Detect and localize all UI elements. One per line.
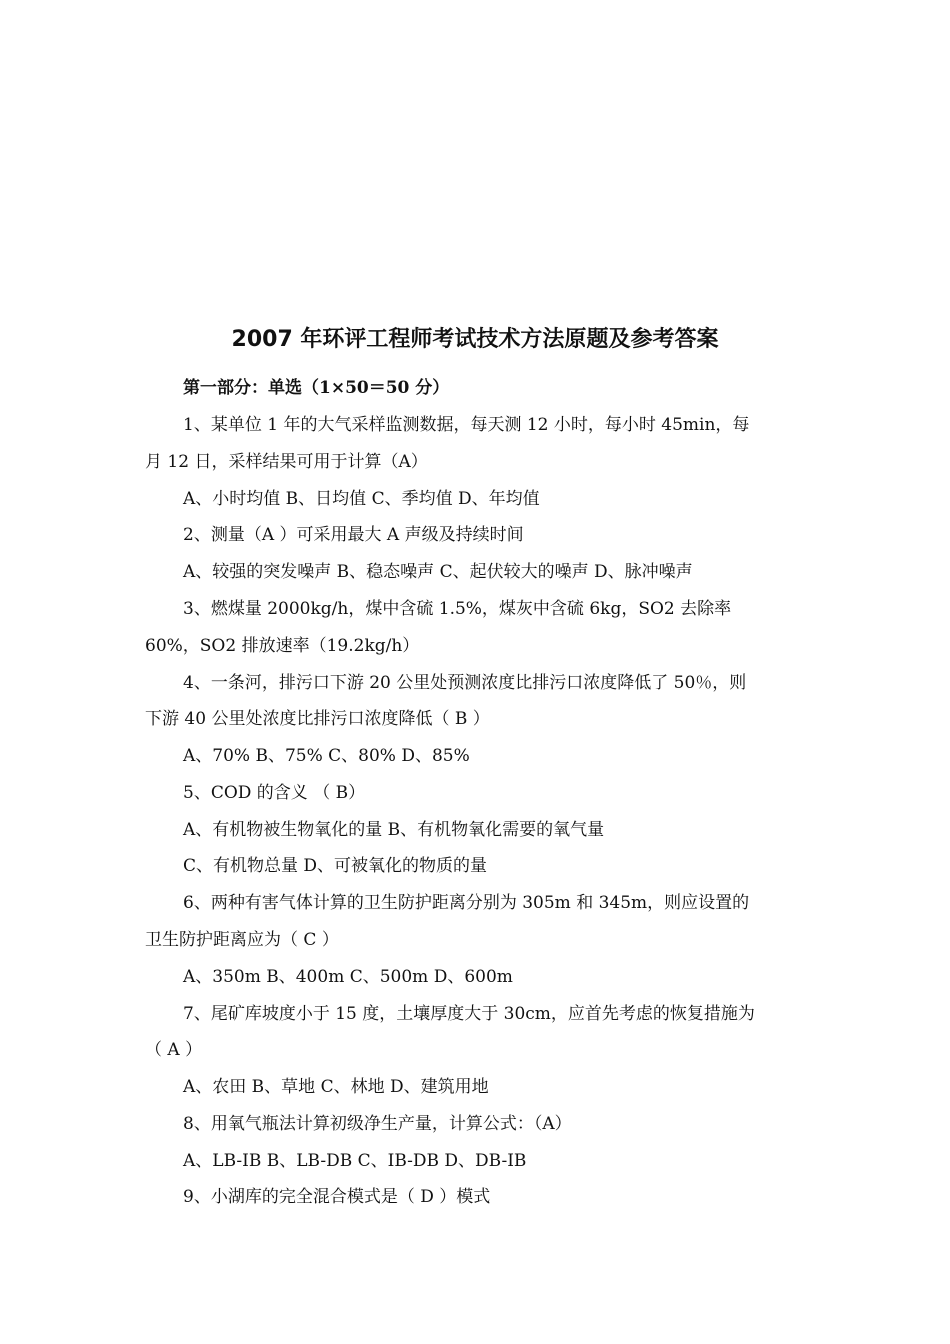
- document-title: 2007 年环评工程师考试技术方法原题及参考答案: [231, 327, 719, 352]
- options-line: A、农田 B、草地 C、林地 D、建筑用地: [183, 1077, 489, 1097]
- paragraph-line: 7、尾矿库坡度小于 15 度，土壤厚度大于 30cm，应首先考虑的恢复措施为: [183, 1004, 755, 1024]
- options-line: A、350m B、400m C、500m D、600m: [183, 967, 513, 987]
- options-line: A、较强的突发噪声 B、稳态噪声 C、起伏较大的噪声 D、脉冲噪声: [183, 562, 693, 582]
- paragraph-line: 下游 40 公里处浓度比排污口浓度降低（ B ）: [145, 709, 490, 729]
- paragraph-line: 8、用氧气瓶法计算初级净生产量，计算公式：（A）: [183, 1114, 572, 1134]
- options-line: A、小时均值 B、日均值 C、季均值 D、年均值: [183, 489, 540, 509]
- options-line: C、有机物总量 D、可被氧化的物质的量: [183, 856, 488, 876]
- paragraph-line: 5、COD 的含义 （ B）: [183, 783, 366, 803]
- paragraph-line: 月 12 日，采样结果可用于计算（A）: [145, 452, 428, 472]
- options-line: A、70% B、75% C、80% D、85%: [183, 746, 470, 766]
- paragraph-line: 卫生防护距离应为（ C ）: [145, 930, 339, 950]
- paragraph-line: 60%，SO2 排放速率（19.2kg/h）: [145, 636, 420, 656]
- options-line: A、有机物被生物氧化的量 B、有机物氧化需要的氧气量: [183, 820, 605, 840]
- paragraph-line: 4、一条河，排污口下游 20 公里处预测浓度比排污口浓度降低了 50％，则: [183, 673, 747, 693]
- paragraph-line: 9、小湖库的完全混合模式是（ D ）模式: [183, 1187, 491, 1207]
- section-heading: 第一部分：单选（1×50＝50 分）: [183, 378, 450, 398]
- paragraph-line: 6、两种有害气体计算的卫生防护距离分别为 305m 和 345m，则应设置的: [183, 893, 750, 913]
- options-line: A、LB-IB B、LB-DB C、IB-DB D、DB-IB: [183, 1151, 527, 1171]
- paragraph-line: （ A ）: [145, 1040, 203, 1060]
- paragraph-line: 2、测量（A ）可采用最大 A 声级及持续时间: [183, 525, 524, 545]
- paragraph-line: 1、某单位 1 年的大气采样监测数据，每天测 12 小时，每小时 45min，每: [183, 415, 750, 435]
- paragraph-line: 3、燃煤量 2000kg/h，煤中含硫 1.5%，煤灰中含硫 6kg，SO2 去除率: [183, 599, 732, 619]
